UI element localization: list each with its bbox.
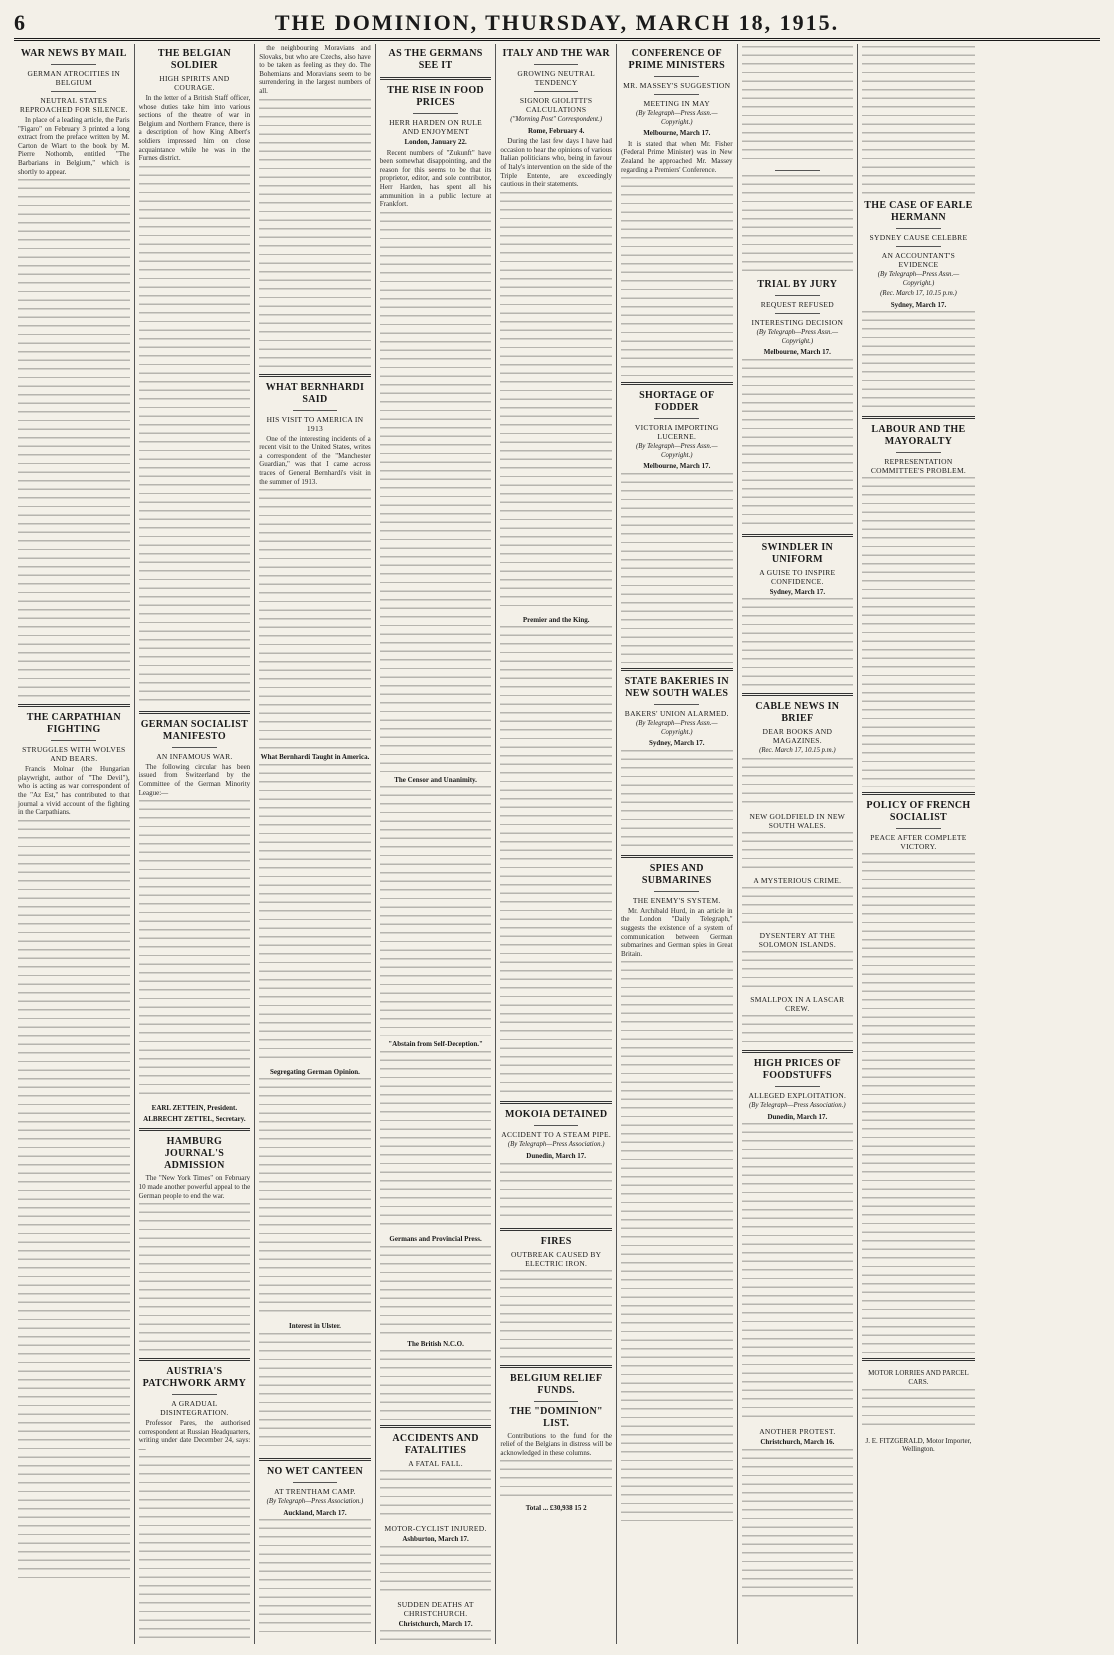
article-headline: LABOUR AND THE MAYORALTY xyxy=(871,424,966,448)
body-text-lines xyxy=(742,758,854,808)
body-text-lines xyxy=(862,46,975,196)
dateline: The Censor and Unanimity. xyxy=(394,775,477,784)
body-text-lines xyxy=(742,1449,854,1599)
article-paragraph: The "New York Times" on February 10 made another powerful appeal to the German people to end the war. xyxy=(138,1174,251,1200)
section-divider xyxy=(742,1050,854,1053)
article-headline: THE BELGIAN SOLDIER xyxy=(157,48,231,71)
article-paragraph: Francis Molnar (the Hungarian playwright, author of "The Devil"), who is acting as war correspondent of the "Az Est," has contributed to that journal a vivid account of the fighting in the Carpathians. xyxy=(18,765,130,817)
section-divider xyxy=(621,855,733,858)
body-text-lines xyxy=(259,1333,371,1453)
article-subheading: A GRADUAL DISINTEGRATION. xyxy=(160,1399,229,1418)
body-text-lines xyxy=(500,1270,612,1360)
body-text-lines xyxy=(18,179,130,699)
dateline: Rome, February 4. xyxy=(527,126,585,135)
byline: (By Telegraph—Press Assn.—Copyright.) xyxy=(756,329,839,345)
article-paragraph: Contributions to the fund for the relief of the Belgians in distress will be acknowledged in these columns. xyxy=(500,1431,612,1457)
newspaper-title: THE DOMINION, THURSDAY, MARCH 18, 1915. xyxy=(274,10,840,35)
article-subheading: HERR HARDEN ON RULE AND ENJOYMENT xyxy=(389,118,483,136)
dateline: ALBRECHT ZETTEL, Secretary. xyxy=(143,1114,246,1123)
column-rule xyxy=(775,170,820,171)
article-subheading: GERMAN ATROCITIES IN BELGIUM xyxy=(27,69,121,87)
article-headline: WAR NEWS BY MAIL xyxy=(20,48,127,59)
article-headline: THE CASE OF EARLE HERMANN xyxy=(864,200,973,223)
dateline: "Abstain from Self-Deception." xyxy=(388,1040,483,1049)
dateline: Ashburton, March 17. xyxy=(402,1535,469,1544)
article-paragraph: The following circular has been issued from Switzerland by the Committee of the German Minority League:— xyxy=(138,762,251,797)
section-divider xyxy=(500,1365,612,1368)
article-subheading: A FATAL FALL. xyxy=(408,1459,463,1469)
article-headline: FIRES xyxy=(540,1235,572,1247)
article-paragraph: Professor Pares, the authorised correspondent at Russian Headquarters, writing under date December 24, says:— xyxy=(138,1419,251,1453)
dateline: What Bernhardi Taught in America. xyxy=(260,753,370,762)
column-rule xyxy=(293,1482,338,1483)
body-text-lines xyxy=(380,1470,492,1520)
body-text-lines xyxy=(139,800,251,1100)
article-headline: SPIES AND SUBMARINES xyxy=(641,862,712,886)
dateline: Auckland, March 17. xyxy=(283,1508,347,1517)
article-paragraph: Recent numbers of "Zukunft" have been somewhat disappointing, and the reason for this seems to be that its proprietor, editor, and sole contributor, Herr Harden, has spent all his ammunition in a public lecture at Frankfort. xyxy=(379,148,492,209)
body-text-lines xyxy=(380,786,492,1036)
article-headline: SWINDLER IN UNIFORM xyxy=(761,541,834,565)
dateline: Dunedin, March 17. xyxy=(526,1151,587,1160)
body-text-lines xyxy=(500,626,612,1096)
article-headline: TRIAL BY JURY xyxy=(757,279,838,290)
article-subheading: STRUGGLES WITH WOLVES AND BEARS. xyxy=(22,745,126,764)
article-paragraph: the neighbouring Moravians and Slovaks, but who are Czechs, also have to be taken as feeling as they do. The Bohemians and Moravians seem to be surrendering in the largest numbers of all. xyxy=(259,44,371,95)
article-subheading: A GUISE TO INSPIRE CONFIDENCE. xyxy=(759,567,836,586)
column-3 xyxy=(255,44,376,1644)
dateline: Melbourne, March 17. xyxy=(643,129,711,138)
column-rule xyxy=(654,704,699,705)
body-text-lines xyxy=(380,212,492,772)
section-divider xyxy=(139,1128,251,1131)
article-subheading: HIGH SPIRITS AND COURAGE. xyxy=(159,74,230,92)
article-subheading: ANOTHER PROTEST. xyxy=(759,1427,836,1437)
column-rule xyxy=(172,747,217,748)
advertisement-text: MOTOR LORRIES AND PARCEL CARS. xyxy=(868,1369,969,1386)
byline: (By Telegraph—Press Association.) xyxy=(266,1497,364,1505)
article-paragraph: During the last few days I have had occasion to hear the opinions of various Italian politicians who, being in favour of Italy's intervention on the side of the Triple Entente, are exceedingly cautious in their statements. xyxy=(500,137,612,189)
section-divider xyxy=(380,1425,492,1428)
article-headline: GERMAN SOCIALIST MANIFESTO xyxy=(140,718,249,742)
masthead xyxy=(14,8,1100,41)
body-text-lines xyxy=(139,1203,251,1353)
dateline: Germans and Provincial Press. xyxy=(389,1234,482,1243)
body-text-lines xyxy=(380,1546,492,1596)
article-headline: ITALY AND THE WAR xyxy=(502,48,610,59)
section-divider xyxy=(742,534,854,537)
dateline: Total ... £30,938 15 2 xyxy=(525,1504,587,1513)
article-subheading: NEW GOLDFIELD IN NEW SOUTH WALES. xyxy=(749,811,846,830)
column-rule xyxy=(51,740,96,741)
dateline: Segregating German Opinion. xyxy=(270,1067,360,1076)
body-text-lines xyxy=(621,961,733,1521)
article-headline: HIGH PRICES OF FOODSTUFFS xyxy=(753,1057,841,1081)
column-2 xyxy=(135,44,256,1644)
section-divider xyxy=(500,1228,612,1231)
article-headline: WHAT BERNHARDI SAID xyxy=(265,381,365,405)
column-rule xyxy=(654,76,699,77)
dateline: Sydney, March 17. xyxy=(890,300,947,309)
dateline: Melbourne, March 17. xyxy=(643,462,711,471)
article-subheading: THE ENEMY'S SYSTEM. xyxy=(632,895,721,905)
section-divider xyxy=(621,382,733,385)
article-subheading: HIS VISIT TO AMERICA IN 1913 xyxy=(266,414,364,433)
article-subheading: MR. MASSEY'S SUGGESTION xyxy=(623,81,731,90)
column-rule xyxy=(896,228,941,229)
column-rule xyxy=(534,64,579,65)
article-headline: AS THE GERMANS SEE IT xyxy=(388,48,483,71)
article-subheading: INTERESTING DECISION xyxy=(751,318,844,327)
byline: ("Morning Post" Correspondent.) xyxy=(510,116,603,123)
article-headline: ACCIDENTS AND FATALITIES xyxy=(392,1433,479,1457)
body-text-lines xyxy=(862,477,975,787)
section-divider xyxy=(862,416,975,419)
article-headline: THE CARPATHIAN FIGHTING xyxy=(26,712,121,736)
article-subheading: ACCIDENT TO A STEAM PIPE. xyxy=(501,1130,612,1140)
article-headline: THE RISE IN FOOD PRICES xyxy=(387,85,484,108)
byline: (By Telegraph—Press Assn.—Copyright.) xyxy=(636,719,718,736)
body-text-lines xyxy=(742,359,854,529)
column-rule xyxy=(172,1394,217,1395)
article-headline: POLICY OF FRENCH SOCIALIST xyxy=(866,800,971,824)
section-divider xyxy=(862,792,975,795)
body-text-lines xyxy=(862,1389,975,1429)
body-text-lines xyxy=(742,887,854,927)
body-text-lines xyxy=(380,1630,492,1644)
section-divider xyxy=(259,374,371,377)
body-text-lines xyxy=(18,820,130,1580)
dateline: Christchurch, March 17. xyxy=(398,1619,473,1628)
columns-container xyxy=(14,44,1100,1644)
column-rule xyxy=(413,113,458,114)
section-divider xyxy=(380,77,492,80)
dateline: EARL ZETTEIN, President. xyxy=(151,1104,238,1113)
body-text-lines xyxy=(742,1123,854,1423)
dateline: Sydney, March 17. xyxy=(769,587,826,596)
article-subheading: VICTORIA IMPORTING LUCERNE. xyxy=(634,423,719,442)
article-subheading: NEUTRAL STATES REPROACHED FOR SILENCE. xyxy=(19,96,128,114)
article-subheading: ALLEGED EXPLOITATION. xyxy=(748,1090,847,1100)
body-text-lines xyxy=(259,1519,371,1639)
body-text-lines xyxy=(380,1051,492,1231)
byline: (By Telegraph—Press Assn.—Copyright.) xyxy=(636,110,718,126)
body-text-lines xyxy=(742,1015,854,1045)
section-divider xyxy=(18,704,130,707)
article-subheading: AT TRENTHAM CAMP. xyxy=(274,1486,356,1496)
body-text-lines xyxy=(500,192,612,612)
article-headline: HAMBURG JOURNAL'S ADMISSION xyxy=(164,1136,225,1172)
column-rule xyxy=(896,828,941,829)
dateline: Christchurch, March 16. xyxy=(760,1438,835,1447)
article-headline: CABLE NEWS IN BRIEF xyxy=(755,701,840,725)
body-text-lines xyxy=(500,1460,612,1500)
article-subheading: PEACE AFTER COMPLETE VICTORY. xyxy=(870,833,967,852)
advertisement-text: J. E. FITZGERALD, Motor Importer, Wellington. xyxy=(865,1436,972,1454)
article-subheading: DYSENTERY AT THE SOLOMON ISLANDS. xyxy=(758,930,837,949)
section-divider xyxy=(862,1358,975,1361)
body-text-lines xyxy=(259,489,371,749)
column-4 xyxy=(376,44,497,1644)
section-divider xyxy=(139,1358,251,1361)
body-text-lines xyxy=(621,750,733,850)
body-text-lines xyxy=(139,1456,251,1644)
body-text-lines xyxy=(742,598,854,688)
article-headline: MOKOIA DETAINED xyxy=(504,1109,608,1121)
dateline: Melbourne, March 17. xyxy=(763,348,831,357)
article-subheading: OUTBREAK CAUSED BY ELECTRIC IRON. xyxy=(510,1249,602,1268)
article-paragraph: In the letter of a British Staff officer, whose duties take him into various sections of the theatre of war in Belgium and Northern France, there is a description of how King Albert's soldiers impressed him on close acquaintance while he was in the Furnes district. xyxy=(138,94,251,163)
body-text-lines xyxy=(500,1163,612,1223)
section-divider xyxy=(259,1458,371,1461)
column-rule xyxy=(896,452,941,453)
dateline: Dunedin, March 17. xyxy=(767,1112,828,1121)
dateline: Interest in Ulster. xyxy=(289,1322,341,1331)
article-paragraph: One of the interesting incidents of a recent visit to the United States, writes a correspondent of the "Manchester Guardian," was that I came across traces of General Bernhardi's visit in the summer of 1913. xyxy=(259,434,371,486)
byline: (By Telegraph—Press Association.) xyxy=(507,1141,605,1149)
dateline: Premier and the King. xyxy=(522,615,590,624)
article-subheading: REQUEST REFUSED xyxy=(760,300,835,309)
page-number: 6 xyxy=(14,10,25,35)
section-divider xyxy=(500,1101,612,1104)
column-1 xyxy=(14,44,135,1644)
article-subheading: SUDDEN DEATHS AT CHRISTCHURCH. xyxy=(397,1599,474,1618)
section-divider xyxy=(742,693,854,696)
dateline: Sydney, March 17. xyxy=(649,739,705,748)
column-rule xyxy=(534,91,579,92)
body-text-lines xyxy=(380,1246,492,1336)
article-subheading: SIGNOR GIOLITTI'S CALCULATIONS xyxy=(519,96,593,114)
article-paragraph: It is stated that when Mr. Fisher (Federal Prime Minister) was in New Zealand he approached Mr. Massey regarding a Premiers' Conference. xyxy=(620,139,733,174)
section-divider xyxy=(139,711,251,714)
body-text-lines xyxy=(139,166,251,706)
article-headline: SHORTAGE OF FODDER xyxy=(639,390,715,414)
body-text-lines xyxy=(259,99,371,369)
byline: (Rec. March 17, 10.15 p.m.) xyxy=(880,290,957,298)
article-subheading: SMALLPOX IN A LASCAR CREW. xyxy=(750,994,845,1013)
column-rule xyxy=(51,64,96,65)
column-7 xyxy=(738,44,859,1644)
column-rule xyxy=(775,1086,820,1087)
column-rule xyxy=(775,313,820,314)
body-text-lines xyxy=(742,832,854,872)
article-paragraph: Mr. Archibald Hurd, in an article in the London "Daily Telegraph," suggests the existence of a system of communication between German submarines and German spies in Great Britain. xyxy=(620,906,733,958)
body-text-lines xyxy=(742,951,854,991)
article-subheading: A MYSTERIOUS CRIME. xyxy=(753,875,842,885)
article-subheading: DEAR BOOKS AND MAGAZINES. xyxy=(762,727,833,746)
column-rule xyxy=(534,1401,579,1402)
section-divider xyxy=(621,668,733,671)
byline: (Rec. March 17, 10.15 p.m.) xyxy=(759,747,836,755)
column-rule xyxy=(775,295,820,296)
column-6 xyxy=(617,44,738,1644)
body-text-lines xyxy=(862,853,975,1353)
article-subheading: GROWING NEUTRAL TENDENCY xyxy=(517,69,595,87)
byline: (By Telegraph—Press Assn.—Copyright.) xyxy=(636,443,718,459)
article-headline: THE "DOMINION" LIST. xyxy=(509,1405,603,1429)
article-subheading: AN ACCOUNTANT'S EVIDENCE xyxy=(881,251,956,269)
article-subheading: BAKERS' UNION ALARMED. xyxy=(624,708,729,718)
article-subheading: MOTOR-CYCLIST INJURED. xyxy=(384,1524,487,1534)
column-5 xyxy=(496,44,617,1644)
article-subheading: MEETING IN MAY xyxy=(643,99,710,108)
article-headline: NO WET CANTEEN xyxy=(266,1465,364,1477)
column-rule xyxy=(654,891,699,892)
article-subheading: REPRESENTATION COMMITTEE'S PROBLEM. xyxy=(870,457,967,476)
article-headline: STATE BAKERIES IN NEW SOUTH WALES xyxy=(624,675,729,699)
body-text-lines xyxy=(259,1078,371,1318)
column-rule xyxy=(654,418,699,419)
dateline: The British N.C.O. xyxy=(407,1339,464,1348)
body-text-lines xyxy=(742,46,854,166)
column-rule xyxy=(654,94,699,95)
dateline: London, January 22. xyxy=(404,138,467,146)
article-subheading: AN INFAMOUS WAR. xyxy=(156,751,233,761)
body-text-lines xyxy=(742,175,854,275)
article-paragraph: In place of a leading article, the Paris "Figaro" on February 3 printed a long extract from the preface written by M. Carton de Wiart to the book by M. Pierre Nothomb, entitled "The Barbarians in Belgium," which is shortly to appear. xyxy=(18,116,130,176)
column-rule xyxy=(293,410,338,411)
column-8 xyxy=(858,44,979,1644)
body-text-lines xyxy=(621,177,733,377)
column-rule xyxy=(51,91,96,92)
article-headline: BELGIUM RELIEF FUNDS. xyxy=(510,1372,603,1396)
body-text-lines xyxy=(621,473,733,663)
article-subheading: SYDNEY CAUSE CELEBRE xyxy=(869,233,968,242)
column-rule xyxy=(896,246,941,247)
body-text-lines xyxy=(380,1350,492,1420)
body-text-lines xyxy=(862,311,975,411)
byline: (By Telegraph—Press Association.) xyxy=(749,1101,846,1109)
column-rule xyxy=(534,1125,579,1126)
byline: (By Telegraph—Press Assn.—Copyright.) xyxy=(877,271,960,287)
body-text-lines xyxy=(259,764,371,1064)
article-headline: CONFERENCE OF PRIME MINISTERS xyxy=(628,48,725,71)
article-headline: AUSTRIA'S PATCHWORK ARMY xyxy=(142,1366,247,1390)
